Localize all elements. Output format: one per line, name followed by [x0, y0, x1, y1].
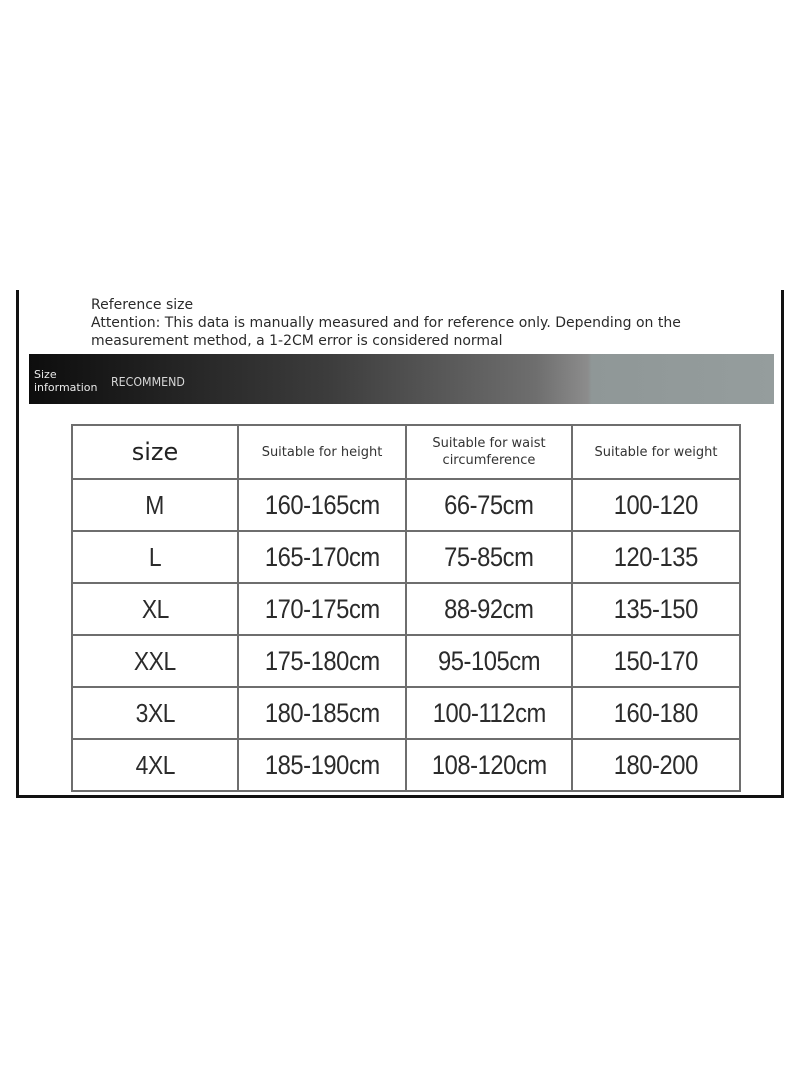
waist-value: 88-92cm [444, 593, 534, 624]
waist-value: 108-120cm [431, 749, 547, 780]
table-row [72, 687, 740, 739]
waist-value: 100-112cm [432, 697, 546, 728]
weight-value: 160-180 [613, 697, 699, 728]
size-value: XXL [134, 645, 176, 676]
size-information-label [34, 368, 98, 394]
table-header-row [72, 425, 740, 479]
table-row [72, 635, 740, 687]
reference-title: Reference size [91, 297, 194, 313]
size-value: 3XL [135, 697, 175, 728]
weight-value: 100-120 [613, 489, 699, 520]
size-cell [72, 583, 238, 635]
height-value: 165-170cm [264, 541, 380, 572]
waist-value: 75-85cm [444, 541, 534, 572]
size-value: 4XL [135, 749, 175, 780]
size-label-line1: Size [34, 368, 57, 381]
reference-info [91, 296, 711, 350]
height-value: 185-190cm [264, 749, 380, 780]
header-waist [406, 425, 572, 479]
height-cell [238, 583, 406, 635]
weight-value: 180-200 [613, 749, 699, 780]
waist-value: 95-105cm [437, 645, 541, 676]
waist-cell [406, 531, 572, 583]
header-height: Suitable for height [238, 425, 406, 479]
weight-value: 120-135 [613, 541, 699, 572]
size-cell [72, 479, 238, 531]
size-value: XL [141, 593, 169, 624]
size-table [71, 424, 741, 792]
height-cell [238, 479, 406, 531]
table-row [72, 739, 740, 791]
reference-note: Attention: This data is manually measured and for reference only. Depending on the measurement method, a 1-2CM error is considered normal [91, 315, 681, 349]
waist-cell [406, 479, 572, 531]
weight-cell [572, 479, 740, 531]
height-value: 180-185cm [264, 697, 380, 728]
recommend-label: RECOMMEND [111, 375, 185, 389]
height-value: 175-180cm [264, 645, 380, 676]
size-label-line2: information [34, 381, 98, 394]
waist-cell [406, 687, 572, 739]
size-value: L [148, 541, 162, 572]
waist-cell [406, 583, 572, 635]
size-information-banner [29, 354, 774, 404]
header-size: size [72, 425, 238, 479]
weight-value: 150-170 [613, 645, 699, 676]
table-row [72, 479, 740, 531]
weight-cell [572, 635, 740, 687]
waist-value: 66-75cm [444, 489, 534, 520]
height-cell [238, 687, 406, 739]
size-cell [72, 531, 238, 583]
size-chart-panel [16, 290, 784, 798]
size-cell [72, 739, 238, 791]
size-value: M [145, 489, 165, 520]
height-cell [238, 739, 406, 791]
waist-cell [406, 635, 572, 687]
table-row [72, 531, 740, 583]
weight-cell [572, 687, 740, 739]
header-weight: Suitable for weight [572, 425, 740, 479]
weight-value: 135-150 [613, 593, 699, 624]
height-value: 160-165cm [264, 489, 380, 520]
weight-cell [572, 583, 740, 635]
size-cell [72, 687, 238, 739]
table-row [72, 583, 740, 635]
weight-cell [572, 739, 740, 791]
size-cell [72, 635, 238, 687]
weight-cell [572, 531, 740, 583]
height-cell [238, 531, 406, 583]
header-waist-text: Suitable for waist circumference [432, 436, 546, 468]
waist-cell [406, 739, 572, 791]
height-value: 170-175cm [264, 593, 380, 624]
height-cell [238, 635, 406, 687]
